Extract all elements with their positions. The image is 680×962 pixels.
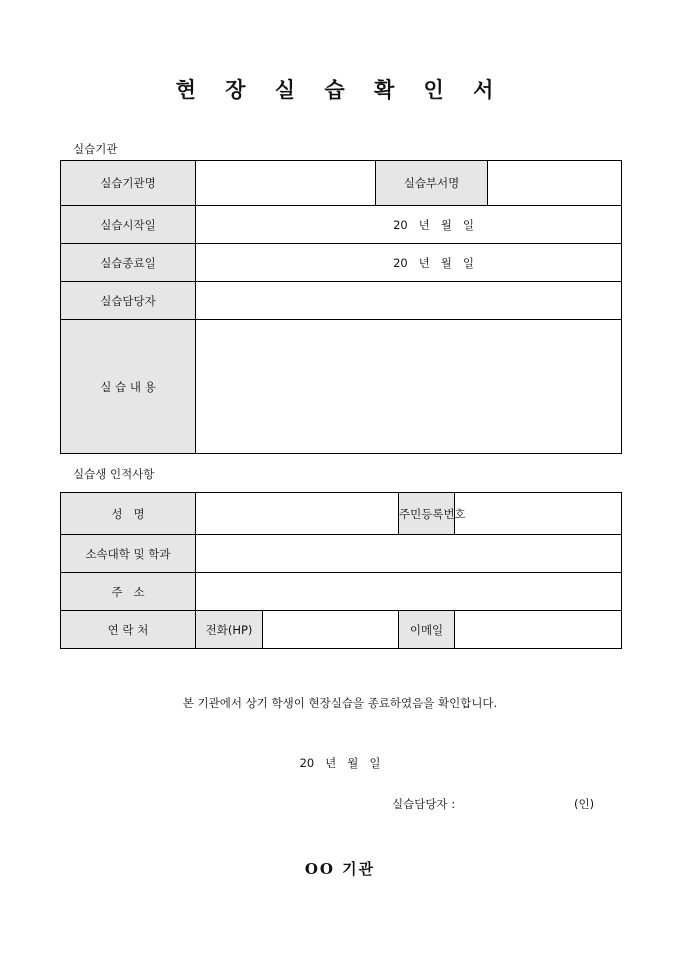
email-field[interactable] <box>455 611 622 649</box>
org-name-field[interactable] <box>196 161 376 206</box>
address-field[interactable] <box>196 573 622 611</box>
student-table <box>60 492 622 649</box>
section-heading-student: 실습생 인적사항 <box>73 467 155 481</box>
confirmation-statement: 본 기관에서 상기 학생이 현장실습을 종료하였음을 확인합니다. <box>182 696 498 710</box>
rrn-label-cell <box>399 493 466 535</box>
university-label: 소속대학 및 학과 <box>61 535 196 573</box>
end-date-label: 실습종료일 <box>61 244 196 282</box>
name-field[interactable] <box>196 493 399 535</box>
rrn-label: 주민등록번호 <box>399 506 466 521</box>
dept-name-label: 실습부서명 <box>376 161 488 206</box>
signer-label: 실습담당자 : <box>392 797 456 811</box>
row-address <box>61 573 622 611</box>
content-field[interactable] <box>196 320 622 454</box>
document-title: 현 장 실 습 확 인 서 <box>175 77 505 102</box>
row-start-date <box>61 206 622 244</box>
phone-label: 전화(HP) <box>196 611 263 649</box>
university-field[interactable] <box>196 535 622 573</box>
start-date-label: 실습시작일 <box>61 206 196 244</box>
confirmation-date: 20 년 월 일 <box>299 756 381 770</box>
content-label: 실 습 내 용 <box>61 320 196 454</box>
row-name <box>61 493 622 535</box>
email-label: 이메일 <box>399 611 455 649</box>
row-university <box>61 535 622 573</box>
rrn-field[interactable] <box>455 493 622 535</box>
dept-name-field[interactable] <box>488 161 622 206</box>
manager-field[interactable] <box>196 282 622 320</box>
name-label: 성 명 <box>61 493 196 535</box>
manager-label: 실습담당자 <box>61 282 196 320</box>
section-heading-institution: 실습기관 <box>73 142 118 156</box>
row-content <box>61 320 622 454</box>
end-date-field[interactable]: 20 년 월 일 <box>196 244 622 282</box>
organization-name: OO 기관 <box>304 860 376 878</box>
row-org-name <box>61 161 622 206</box>
row-manager <box>61 282 622 320</box>
seal-mark: (인) <box>574 797 595 811</box>
start-date-field[interactable]: 20 년 월 일 <box>196 206 622 244</box>
row-contact <box>61 611 622 649</box>
phone-field[interactable] <box>263 611 399 649</box>
address-label: 주 소 <box>61 573 196 611</box>
org-name-label: 실습기관명 <box>61 161 196 206</box>
contact-label: 연 락 처 <box>61 611 196 649</box>
row-end-date <box>61 244 622 282</box>
institution-table <box>60 160 622 454</box>
